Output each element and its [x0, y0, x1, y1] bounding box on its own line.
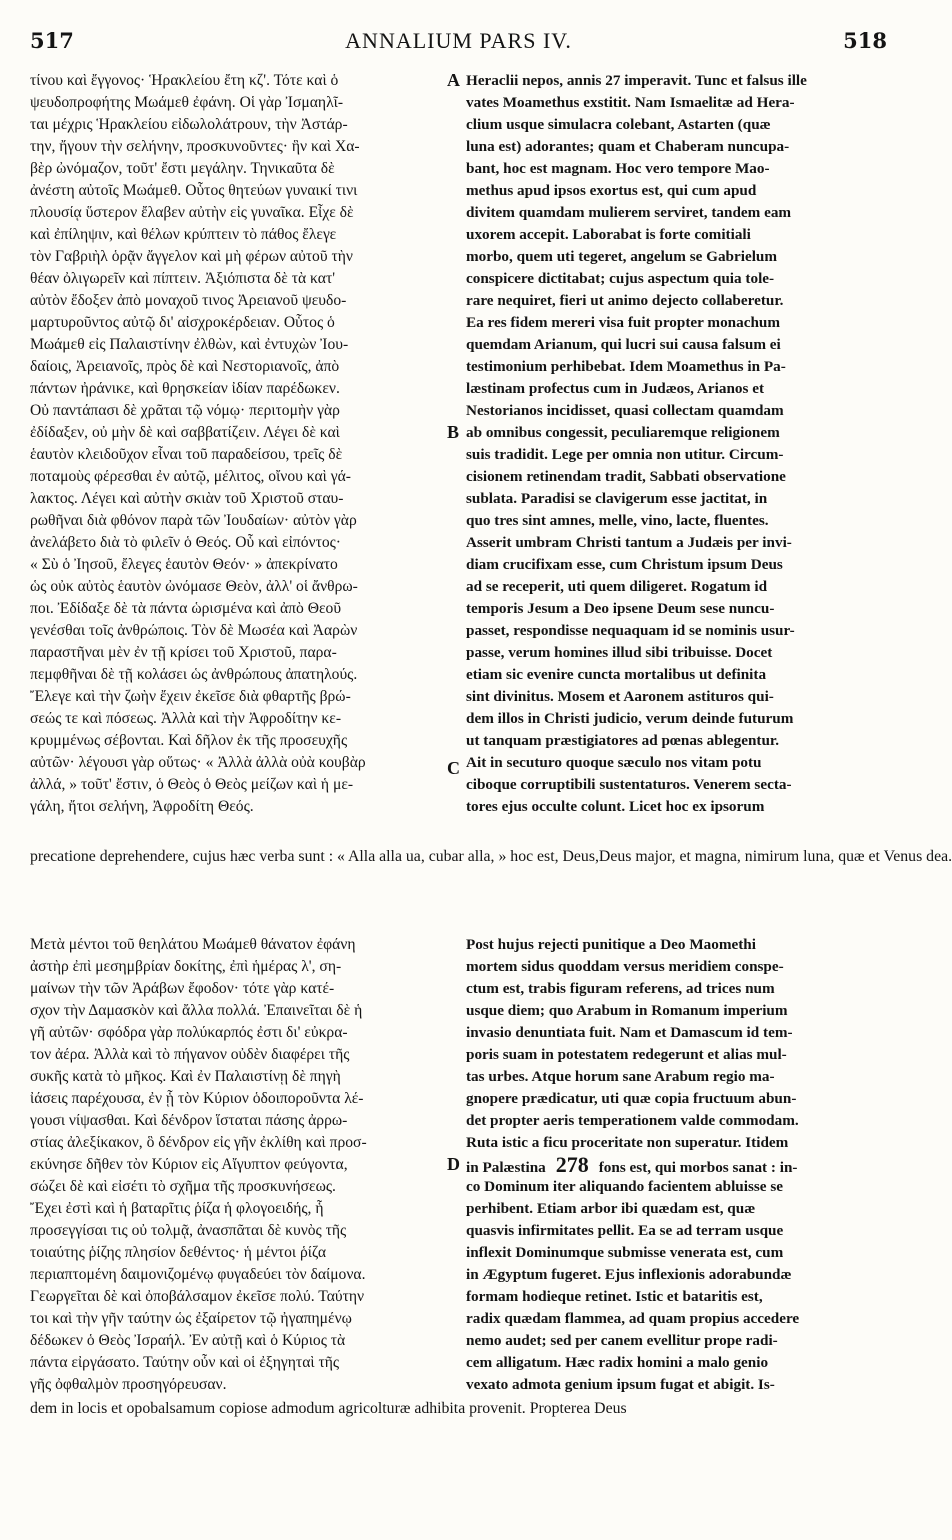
- greek-line: αὐτῶν· λέγουσι γὰρ οὕτως· « Ἀλλὰ ἀλλὰ οὐὰ κουβὰρ: [30, 754, 366, 771]
- greek-line: ἐδίδαξεν, οὐ μὴν δὲ καὶ σαββατίζειν. Λέγει δὲ καὶ: [30, 424, 340, 441]
- section-marker-a: A: [447, 70, 460, 90]
- greek-line: πεμφθῆναι δὲ τῇ κολάσει ὡς ἀνθρώπους ἀπατηλούς.: [30, 666, 358, 683]
- latin-line: Post hujus rejecti punitique a Deo Maomethi: [466, 936, 756, 953]
- greek-line: Ἔλεγε καὶ τὴν ζωὴν ἔχειν ἐκεῖσε διὰ φθαρτῆς βρώ-: [30, 688, 351, 705]
- latin-line: uxorem accepit. Laborabat is forte comitiali: [466, 226, 751, 243]
- latin-line: Heraclii nepos, annis 27 imperavit. Tunc et falsus ille: [466, 72, 807, 89]
- section-marker-d: D: [447, 1154, 460, 1174]
- latin-line: inflexit Dominumque submisse venerata est, cum: [466, 1244, 784, 1261]
- greek-line: ἀστὴρ ἐπὶ μεσημβρίαν δοκίτης, ἐπὶ ἡμέρας λ', ση-: [30, 958, 342, 975]
- latin-line: det propter aeris temperationem valde commodam.: [466, 1112, 799, 1129]
- greek-line: εκύνησε δῆθεν τὸν Κύριον εἰς Αἴγυπτον φεύγοντα,: [30, 1156, 348, 1173]
- latin-line: Ea res fidem mereri visa fuit propter monachum: [466, 314, 780, 331]
- page-number-left: 517: [30, 28, 74, 53]
- greek-line: μαρτυροῦντος αὐτῷ δι' αἰσχροκέρδειαν. Οὗτος ὁ: [30, 314, 335, 331]
- latin-line: poris suam in potestatem redegerunt et alias mul-: [466, 1046, 787, 1063]
- greek-line: « Σὺ ὁ Ἰησοῦ, ἔλεγες ἑαυτὸν Θεόν· » ἀπεκρίνατο: [30, 556, 338, 573]
- latin-line: quasvis infirmitates pellit. Ea se ad terram usque: [466, 1222, 784, 1239]
- greek-line: Μωάμεθ εἰς Παλαιστίνην ἐλθὼν, καὶ ἐντυχὼν Ἰου-: [30, 336, 349, 353]
- latin-line: radix quædam flammea, ad quam propius accedere: [466, 1310, 800, 1327]
- greek-line: Γεωργεῖται δὲ καὶ ὀποβάλσαμον ἐκεῖσε πολύ. Ταύτην: [30, 1288, 365, 1305]
- latin-line: cem alligatum. Hæc radix homini a malo genio: [466, 1354, 769, 1371]
- greek-line: τοι καὶ τὴν γῆν ταύτην ὡς ἐξαίρετον τῷ ἠγαπημένῳ: [30, 1310, 352, 1327]
- greek-line: γουσι νίψασθαι. Καὶ δένδρον ἵσταται πάσης ἀρρω-: [30, 1112, 348, 1129]
- latin-line: formam hodieque retinet. Istic et bataritis est,: [466, 1288, 763, 1305]
- section-marker-b: B: [447, 422, 460, 442]
- latin-line: ctum est, trabis figuram referens, ad trices num: [466, 980, 775, 997]
- latin-line: [466, 1154, 886, 1176]
- greek-line: μαίνων τὴν τῶν Ἀράβων ἔφοδον· τότε γὰρ κατέ-: [30, 980, 335, 997]
- greek-line: γάλη, ἤτοι σελήνη, Ἀφροδίτη Θεός.: [30, 798, 254, 815]
- greek-line: στίας ἀλεξίκακον, ὃ δένδρον εἰς γῆν ἐκλίθη καὶ προσ-: [30, 1134, 367, 1151]
- latin-line: usque diem; quo Arabum in Romanum imperium: [466, 1002, 788, 1019]
- greek-line: περιαπτομένη δαιμονιζομένῳ φυγαδεύει τὸν δαίμονα.: [30, 1266, 366, 1283]
- latin-line: clium usque simulacra colebant, Astarten (quæ: [466, 116, 771, 133]
- latin-line: quo tres sint amnes, melle, vino, lacte, fluentes.: [466, 512, 769, 529]
- latin-column-section-1: [466, 70, 886, 818]
- fullwidth-text-section-2: [30, 1398, 886, 1420]
- latin-line: in Ægyptum fugeret. Ejus inflexionis adorabundæ: [466, 1266, 792, 1283]
- latin-line: invasio denuntiata fuit. Nam et Damascum id tem-: [466, 1024, 793, 1041]
- greek-line: ἀλλά, » τοῦτ' ἔστιν, ὁ Θεὸς ὁ Θεὸς μείζων καὶ ἡ με-: [30, 776, 354, 793]
- latin-line: ut tanquam præstigiatores ad pœnas ablegentur.: [466, 732, 780, 749]
- greek-line: ρωθῆναι διὰ φθόνον παρὰ τῶν Ἰουδαίων· αὐτὸν γὰρ: [30, 512, 357, 529]
- latin-line: ab omnibus congessit, peculiaremque religionem: [466, 424, 780, 441]
- latin-line: methus apud ipsos exortus est, qui cum apud: [466, 182, 757, 199]
- greek-line: πάντα εἰργάσατο. Ταύτην οὖν καὶ οἱ ἐξηγηταὶ τῆς: [30, 1354, 340, 1371]
- greek-line: αὐτὸν ἔδοξεν ἀπὸ μοναχοῦ τινος Ἀρειανοῦ ψευδο-: [30, 292, 347, 309]
- greek-line: συκῆς κατὰ τὸ μῆκος. Καὶ ἐν Παλαιστίνῃ δὲ πηγὴ: [30, 1068, 341, 1085]
- greek-line: Μετὰ μέντοι τοῦ θεηλάτου Μωάμεθ θάνατον ἐφάνη: [30, 936, 356, 953]
- greek-line: παραστῆναι μὲν ἐν τῇ κρίσει τοῦ Χριστοῦ, παρα-: [30, 644, 337, 661]
- latin-line: Ait in secuturo quoque sæculo nos vitam potu: [466, 754, 762, 771]
- running-header: [30, 28, 887, 62]
- greek-line: ἑαυτὸν κλειδοῦχον εἶναι τοῦ παραδείσου, τρεῖς δὲ: [30, 446, 343, 463]
- latin-line: diam crucifixam esse, cum Christum ipsum Deus: [466, 556, 783, 573]
- latin-line: vexato admota genium ipsum fugat et abigit. Is-: [466, 1376, 775, 1393]
- greek-line: γενέσθαι τοῖς ἀνθρώποις. Τὸν δὲ Μωσέα καὶ Ἀαρὼν: [30, 622, 358, 639]
- fullwidth-line: Deus major, et magna, nimirum luna, quæ et Venus dea.: [598, 848, 952, 865]
- latin-line: morbo, quem uti tegeret, angelum se Gabrielum: [466, 248, 778, 265]
- greek-line: ποταμοὺς φέρεσθαι ἐν αὐτῷ, μέλιτος, οἴνου καὶ γά-: [30, 468, 351, 485]
- latin-line: passet, respondisse nequaquam id se nominis usur-: [466, 622, 795, 639]
- running-title: ANNALIUM PARS IV.: [345, 28, 572, 53]
- fullwidth-line: dem in locis et opobalsamum copiose admodum agricolturæ adhibita provenit. Propterea Deus: [30, 1400, 627, 1417]
- greek-line: δαίοις, Ἀρειανοῖς, πρὸς δὲ καὶ Νεστοριανοῖς, ἀπὸ: [30, 358, 340, 375]
- latin-line-end: fons est, qui morbos sanat : in-: [598, 1159, 798, 1176]
- latin-line: vates Moamethus exstitit. Nam Ismaelitæ ad Hera-: [466, 94, 795, 111]
- latin-line: Nestorianos incidisset, quasi collectam quamdam: [466, 402, 784, 419]
- greek-line: Οὐ παντάπασι δὲ χρᾶται τῷ νόμῳ· περιτομὴν γὰρ: [30, 402, 340, 419]
- latin-line: sint divinitus. Mosem et Aaronem astituros qui-: [466, 688, 774, 705]
- greek-line: λακτος. Λέγει καὶ αὐτὴν σκιὰν τοῦ Χριστοῦ σταυ-: [30, 490, 344, 507]
- greek-line: ψευδοπροφήτης Μωάμεθ ἐφάνη. Οἱ γὰρ Ἰσμαηλῖ-: [30, 94, 344, 111]
- latin-line: luna est) adorantes; quam et Chaberam nuncupa-: [466, 138, 790, 155]
- greek-line: σώζει δὲ καὶ εἰσέτι τὸ σχῆμα τῆς προσκυνήσεως.: [30, 1178, 336, 1195]
- fullwidth-text-section-1: [30, 846, 952, 868]
- latin-line: divitem quamdam mulierem serviret, tandem eam: [466, 204, 792, 221]
- greek-line: τὸν Γαβριὴλ ὁρᾷν ἄγγελον καὶ μὴ φέρων αὐτοῦ τὴν: [30, 248, 353, 265]
- latin-line: quemdam Arianum, qui lucri sui causa falsum ei: [466, 336, 781, 353]
- greek-column-section-1: [30, 70, 442, 818]
- latin-line: læstinam profectus cum in Judæos, Arianos et: [466, 380, 765, 397]
- fullwidth-line: precatione deprehendere, cujus hæc verba sunt : « Alla alla ua, cubar alla, » hoc est, Deus,: [30, 848, 599, 865]
- greek-line: την, ἤγουν τὴν σελήνην, προσκυνοῦντες· ἣν καὶ Χα-: [30, 138, 360, 155]
- greek-line: τον ἀέρα. Ἀλλὰ καὶ τὸ πήγανον οὐδὲν διαφέρει τῆς: [30, 1046, 350, 1063]
- latin-line: testimonium perhibebat. Idem Moamethus in Pa-: [466, 358, 786, 375]
- page-number-right: 518: [843, 28, 887, 53]
- greek-line: βὲρ ὠνόμαζον, τοῦτ' ἔστι μεγάλην. Τηνικαῦτα δὲ: [30, 160, 335, 177]
- latin-line: ad se receperit, uti quem diligeret. Rogatum id: [466, 578, 768, 595]
- greek-line: γῆς ὀφθαλμὸν προσηγόρευσαν.: [30, 1376, 227, 1393]
- latin-line: cisionem retinendam tradit, Sabbati observatione: [466, 468, 786, 485]
- greek-line: ποι. Ἐδίδαξε δὲ τὰ πάντα ὡρισμένα καὶ ἀπὸ Θεοῦ: [30, 600, 342, 617]
- latin-line: mortem sidus quoddam versus meridiem conspe-: [466, 958, 784, 975]
- greek-line: καὶ ἐπίληψιν, καὶ θέλων κρύπτειν τὸ πάθος ἔλεγε: [30, 226, 337, 243]
- latin-line: ciboque corruptibili sustentaturos. Venerem secta-: [466, 776, 792, 793]
- latin-line: perhibent. Etiam arbor ibi quædam est, quæ: [466, 1200, 756, 1217]
- latin-line-start: in Palæstina: [466, 1159, 546, 1176]
- greek-line: προσεγγίσαι τις οὐ τολμᾷ, ἀνασπᾶται δὲ κυνὸς τῆς: [30, 1222, 347, 1239]
- greek-line: σεώς τε καὶ πόσεως. Ἀλλὰ καὶ τὴν Ἀφροδίτην κε-: [30, 710, 342, 727]
- greek-line: θέαν ὀλιγωρεῖν καὶ πίπτειν. Ἀξιόπιστα δὲ τὰ κατ': [30, 270, 336, 287]
- greek-line: ὡς οὐκ αὐτὸς ἑαυτὸν ὠνόμασε Θεὸν, ἀλλ' οἱ ἄνθρω-: [30, 578, 358, 595]
- greek-line: Ἔχει ἐστὶ καὶ ἡ βαταρῖτις ῥίζα ἡ φλογοειδής, ἧ: [30, 1200, 324, 1217]
- greek-column-section-2: [30, 934, 442, 1396]
- latin-line: etiam sic evenire cuncta mortalibus ut definita: [466, 666, 767, 683]
- latin-line: tas urbes. Atque horum sane Arabum regio ma-: [466, 1068, 775, 1085]
- greek-line: ἀνελάβετο διὰ τὸ φιλεῖν ὁ Θεός. Οὗ καὶ εἰπόντος·: [30, 534, 341, 551]
- latin-line: Asserit umbram Christi tantum a Judæis per invi-: [466, 534, 792, 551]
- greek-line: δέδωκεν ὁ Θεὸς Ἰσραήλ. Ἐν αὐτῇ καὶ ὁ Κύριος τὰ: [30, 1332, 346, 1349]
- greek-line: πάντων ἠράνικε, καὶ θρησκείαν ἰδίαν παρέδωκεν.: [30, 380, 340, 397]
- greek-line: τοιαύτης ῥίζης πλησίον δεθέντος· ἡ μέντοι ῥίζα: [30, 1244, 326, 1261]
- latin-line: Ruta istic a ficu proceritate non superatur. Itidem: [466, 1134, 789, 1151]
- greek-line: πλουσίᾳ ὕστερον ἔλαβεν αὐτὴν εἰς γυναῖκα. Εἶχε δὲ: [30, 204, 354, 221]
- latin-line: rare nequiret, fieri ut animo dejecto collaberetur.: [466, 292, 784, 309]
- latin-column-section-2: [466, 934, 886, 1396]
- latin-line: temporis Jesum a Deo ipsene Deum sese nuncu-: [466, 600, 775, 617]
- greek-line: ἰάσεις παρέχουσα, ἐν ᾗ τὸν Κύριον ὁδοιποροῦντα λέ-: [30, 1090, 364, 1107]
- greek-line: ται μέχρις Ἡρακλείου εἰδωλολάτρουν, τὴν Ἀστάρ-: [30, 116, 348, 133]
- latin-line: passe, verum homines illud sibi tribuisse. Docet: [466, 644, 773, 661]
- section-marker-c: C: [447, 758, 460, 778]
- greek-line: γῆ αὐτῶν· σφόδρα γὰρ πολύκαρπός ἐστι δι' εὐκρα-: [30, 1024, 348, 1041]
- latin-line: dem illos in Christi judicio, verum deinde futurum: [466, 710, 794, 727]
- latin-line: gnopere prædicatur, uti quæ copia fructuum abun-: [466, 1090, 797, 1107]
- greek-line: σχον τὴν Δαμασκὸν καὶ ἄλλα πολλά. Ἐπαινεῖται δὲ ἡ: [30, 1002, 363, 1019]
- latin-line: tores ejus occulte colunt. Licet hoc ex ipsorum: [466, 798, 765, 815]
- latin-line: bant, hoc est magnam. Hoc vero tempore Mao-: [466, 160, 770, 177]
- latin-line: nemo audet; sed per canem evellitur prope radi-: [466, 1332, 778, 1349]
- inline-page-mark: 278: [555, 1152, 589, 1177]
- latin-line: conspicere dictitabat; cujus aspectum quia tole-: [466, 270, 775, 287]
- latin-line: co Dominum iter aliquando facientem abluisse se: [466, 1178, 783, 1195]
- latin-line: sublata. Paradisi se clavigerum esse jactitat, in: [466, 490, 768, 507]
- greek-line: ἀνέστη αὐτοῖς Μωάμεθ. Οὗτος θητεύων γυναικί τινι: [30, 182, 358, 199]
- latin-line: suis tradidit. Lege per omnia non utitur. Circum-: [466, 446, 784, 463]
- greek-line: κρυμμένως σέβονται. Καὶ δῆλον ἐκ τῆς προσευχῆς: [30, 732, 348, 749]
- greek-line: τίνου καὶ ἔγγονος· Ἡρακλείου ἔτη κζ'. Τότε καὶ ὁ: [30, 72, 339, 89]
